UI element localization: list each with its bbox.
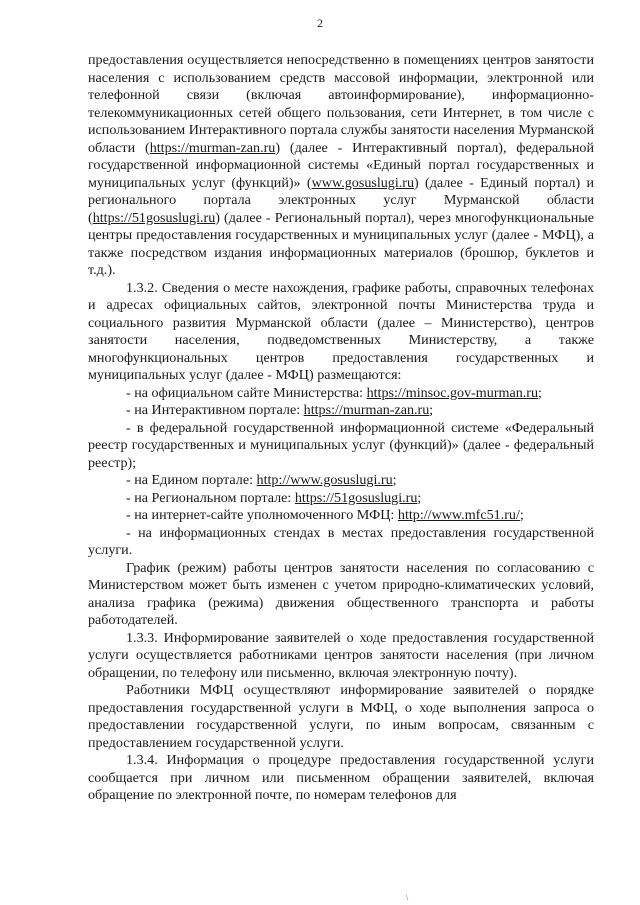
murman-zan-link-2[interactable]: https://murman-zan.ru	[303, 402, 430, 418]
list-item: - на официальном сайте Министерства: https://minsoc.gov-murman.ru;	[126, 384, 542, 401]
list-item: - на Интерактивном портале: https://murman-zan.ru;	[126, 402, 434, 418]
list-item: - на интернет-сайте уполномоченного МФЦ: http://www.mfc51.ru/;	[126, 507, 524, 523]
gosuslugi-link[interactable]: www.gosuslugi.ru	[311, 174, 415, 191]
51gosuslugi-link[interactable]: https://51gosuslugi.ru	[92, 209, 216, 226]
section-1-3-2-paragraph: 1.3.2. Сведения о месте нахождения, графике работы, справочных телефонах и адресах официальных сайтов, электронной почты Министерства труда и социального развития Мурманской области (далее – Министерство), центров занятости населения, подведомственных Министерству, а также многофункциональных центров предоставления государственных и муниципальных услуг (далее - МФЦ) размещаются:	[88, 279, 594, 383]
list-item: - на информационных стендах в местах предоставления государственной услуги.	[88, 524, 594, 558]
intro-text-3: ) (далее - Единый портал) и регионального портала электронных услуг Мурманской области (	[88, 174, 594, 226]
list-item: - в федеральной государственной информационной системе «Федеральный реестр государственных и муниципальных услуг (функций)» (далее - федеральный реестр);	[88, 419, 594, 471]
intro-paragraph	[88, 52, 594, 280]
murman-zan-link[interactable]: https://murman-zan.ru	[149, 139, 276, 156]
section-1-3-4-paragraph: 1.3.4. Информация о процедуре предоставления государственной услуги сообщается при личном или письменном обращении заявителей, включая обращение по электронной почте, по номерам телефонов для	[88, 752, 594, 803]
gosuslugi-link-2[interactable]: http://www.gosuslugi.ru	[256, 472, 393, 488]
section-1-3-3-paragraph: 1.3.3. Информирование заявителей о ходе предоставления государственной услуги осуществляется работниками центров занятости населения (при личном обращении, по телефону или письменно, включая электронную почту).	[88, 629, 594, 681]
stray-mark: \	[406, 893, 409, 902]
page-number: 2	[317, 16, 323, 30]
schedule-note-paragraph: График (режим) работы центров занятости населения по согласованию с Министерством может быть изменен с учетом природно-климатических условий, анализа графика (режима) движения общественного транспорта и работы работодателей.	[88, 559, 594, 628]
minsoc-link[interactable]: https://minsoc.gov-murman.ru	[366, 384, 539, 401]
list-item: - на Едином портале: http://www.gosuslugi.ru;	[126, 472, 397, 488]
document-body	[88, 52, 594, 805]
51gosuslugi-link-2[interactable]: https://51gosuslugi.ru	[294, 489, 418, 506]
mfc-note-paragraph: Работники МФЦ осуществляют информирование заявителей о порядке предоставления государственной услуги в МФЦ, о ходе выполнения запроса о предоставлении государственной услуги, по иным вопросам, связанным с предоставлением государственной услуги.	[88, 682, 594, 751]
list-item: - на Региональном портале: https://51gosuslugi.ru;	[126, 489, 422, 506]
intro-text-2: ) (далее - Интерактивный портал), федеральной государственной информационной системы «Единый портал государственных и муниципальных услуг (функций)» (	[88, 139, 594, 191]
intro-text-1: предоставления осуществляется непосредственно в помещениях центров занятости населения с использованием средств массовой информации, электронной или телефонной связи (включая автоинформирование), информационно-телекоммуникационных сетей общего пользования, сети Интернет, в том числе с использованием Интерактивного портала службы занятости населения Мурманской области (	[88, 52, 594, 156]
intro-text-4: ) (далее - Региональный портал), через многофункциональные центры предоставления государственных и муниципальных услуг (далее - МФЦ), а также посредством издания информационных материалов (брошюр, буклетов и т.д.).	[88, 209, 594, 278]
mfc51-link[interactable]: http://www.mfc51.ru/	[397, 507, 520, 523]
